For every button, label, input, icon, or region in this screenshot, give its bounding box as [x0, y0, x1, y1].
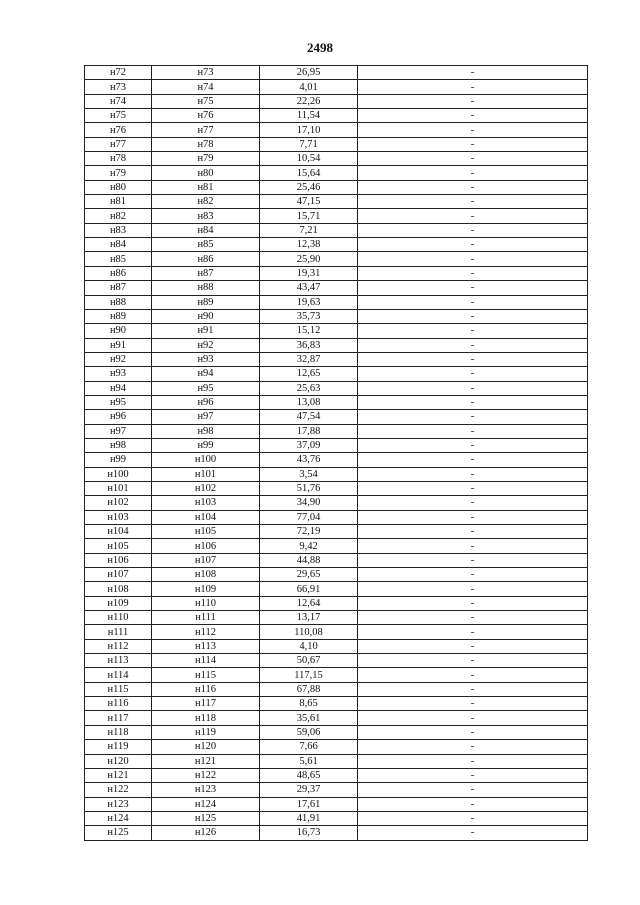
note-cell: - — [358, 510, 588, 524]
distance-cell: 12,65 — [260, 367, 358, 381]
distance-cell: 34,90 — [260, 496, 358, 510]
table-row — [85, 424, 588, 438]
note-cell: - — [358, 109, 588, 123]
from-point-cell: н93 — [85, 367, 152, 381]
table-row — [85, 467, 588, 481]
distance-cell: 37,09 — [260, 438, 358, 452]
distance-cell: 12,64 — [260, 596, 358, 610]
note-cell: - — [358, 625, 588, 639]
to-point-cell: н99 — [152, 438, 260, 452]
note-cell: - — [358, 740, 588, 754]
distance-cell: 13,08 — [260, 395, 358, 409]
from-point-cell: н122 — [85, 783, 152, 797]
note-cell: - — [358, 352, 588, 366]
note-cell: - — [358, 467, 588, 481]
from-point-cell: н89 — [85, 309, 152, 323]
table-row — [85, 438, 588, 452]
from-point-cell: н105 — [85, 539, 152, 553]
from-point-cell: н87 — [85, 281, 152, 295]
table-row — [85, 338, 588, 352]
table-row — [85, 381, 588, 395]
to-point-cell: н121 — [152, 754, 260, 768]
table-row — [85, 697, 588, 711]
note-cell: - — [358, 324, 588, 338]
from-point-cell: н125 — [85, 826, 152, 840]
to-point-cell: н123 — [152, 783, 260, 797]
table-row — [85, 94, 588, 108]
to-point-cell: н103 — [152, 496, 260, 510]
to-point-cell: н80 — [152, 166, 260, 180]
note-cell: - — [358, 238, 588, 252]
from-point-cell: н104 — [85, 525, 152, 539]
from-point-cell: н106 — [85, 553, 152, 567]
to-point-cell: н102 — [152, 481, 260, 495]
from-point-cell: н77 — [85, 137, 152, 151]
to-point-cell: н117 — [152, 697, 260, 711]
to-point-cell: н119 — [152, 725, 260, 739]
table-row — [85, 725, 588, 739]
distance-cell: 72,19 — [260, 525, 358, 539]
to-point-cell: н104 — [152, 510, 260, 524]
distance-cell: 43,47 — [260, 281, 358, 295]
to-point-cell: н112 — [152, 625, 260, 639]
distance-cell: 59,06 — [260, 725, 358, 739]
note-cell: - — [358, 395, 588, 409]
note-cell: - — [358, 94, 588, 108]
to-point-cell: н83 — [152, 209, 260, 223]
to-point-cell: н105 — [152, 525, 260, 539]
note-cell: - — [358, 611, 588, 625]
distance-cell: 29,37 — [260, 783, 358, 797]
note-cell: - — [358, 453, 588, 467]
table-row — [85, 539, 588, 553]
from-point-cell: н103 — [85, 510, 152, 524]
note-cell: - — [358, 768, 588, 782]
from-point-cell: н90 — [85, 324, 152, 338]
note-cell: - — [358, 754, 588, 768]
distance-cell: 10,54 — [260, 152, 358, 166]
from-point-cell: н117 — [85, 711, 152, 725]
to-point-cell: н97 — [152, 410, 260, 424]
from-point-cell: н115 — [85, 682, 152, 696]
note-cell: - — [358, 281, 588, 295]
from-point-cell: н95 — [85, 395, 152, 409]
note-cell: - — [358, 826, 588, 840]
note-cell: - — [358, 682, 588, 696]
distance-cell: 47,15 — [260, 195, 358, 209]
distance-cell: 51,76 — [260, 481, 358, 495]
table-row — [85, 668, 588, 682]
to-point-cell: н74 — [152, 80, 260, 94]
note-cell: - — [358, 711, 588, 725]
to-point-cell: н90 — [152, 309, 260, 323]
from-point-cell: н88 — [85, 295, 152, 309]
from-point-cell: н101 — [85, 481, 152, 495]
from-point-cell: н116 — [85, 697, 152, 711]
distance-cell: 9,42 — [260, 539, 358, 553]
to-point-cell: н94 — [152, 367, 260, 381]
note-cell: - — [358, 496, 588, 510]
to-point-cell: н78 — [152, 137, 260, 151]
from-point-cell: н112 — [85, 639, 152, 653]
note-cell: - — [358, 338, 588, 352]
table-row — [85, 568, 588, 582]
to-point-cell: н91 — [152, 324, 260, 338]
from-point-cell: н73 — [85, 80, 152, 94]
table-row — [85, 768, 588, 782]
table-row — [85, 123, 588, 137]
to-point-cell: н115 — [152, 668, 260, 682]
to-point-cell: н125 — [152, 811, 260, 825]
note-cell: - — [358, 725, 588, 739]
distance-cell: 3,54 — [260, 467, 358, 481]
note-cell: - — [358, 66, 588, 80]
table-row — [85, 481, 588, 495]
table-row — [85, 281, 588, 295]
distance-cell: 15,64 — [260, 166, 358, 180]
from-point-cell: н83 — [85, 223, 152, 237]
note-cell: - — [358, 783, 588, 797]
to-point-cell: н76 — [152, 109, 260, 123]
distance-cell: 67,88 — [260, 682, 358, 696]
table-row — [85, 596, 588, 610]
table-row — [85, 137, 588, 151]
note-cell: - — [358, 811, 588, 825]
to-point-cell: н95 — [152, 381, 260, 395]
note-cell: - — [358, 797, 588, 811]
note-cell: - — [358, 223, 588, 237]
distance-cell: 43,76 — [260, 453, 358, 467]
table-row — [85, 654, 588, 668]
note-cell: - — [358, 539, 588, 553]
table-row — [85, 266, 588, 280]
from-point-cell: н110 — [85, 611, 152, 625]
from-point-cell: н121 — [85, 768, 152, 782]
note-cell: - — [358, 381, 588, 395]
distance-cell: 25,90 — [260, 252, 358, 266]
distance-cell: 17,61 — [260, 797, 358, 811]
table-row — [85, 309, 588, 323]
to-point-cell: н106 — [152, 539, 260, 553]
from-point-cell: н78 — [85, 152, 152, 166]
to-point-cell: н114 — [152, 654, 260, 668]
from-point-cell: н74 — [85, 94, 152, 108]
from-point-cell: н86 — [85, 266, 152, 280]
table-row — [85, 826, 588, 840]
table-row — [85, 582, 588, 596]
to-point-cell: н92 — [152, 338, 260, 352]
note-cell: - — [358, 309, 588, 323]
from-point-cell: н80 — [85, 180, 152, 194]
note-cell: - — [358, 596, 588, 610]
note-cell: - — [358, 266, 588, 280]
distance-cell: 11,54 — [260, 109, 358, 123]
distance-cell: 44,88 — [260, 553, 358, 567]
from-point-cell: н100 — [85, 467, 152, 481]
to-point-cell: н77 — [152, 123, 260, 137]
distance-cell: 77,04 — [260, 510, 358, 524]
distance-cell: 16,73 — [260, 826, 358, 840]
distance-cell: 110,08 — [260, 625, 358, 639]
note-cell: - — [358, 367, 588, 381]
distance-cell: 13,17 — [260, 611, 358, 625]
table-row — [85, 66, 588, 80]
from-point-cell: н123 — [85, 797, 152, 811]
from-point-cell: н84 — [85, 238, 152, 252]
distance-cell: 7,21 — [260, 223, 358, 237]
distance-cell: 19,31 — [260, 266, 358, 280]
distance-cell: 117,15 — [260, 668, 358, 682]
table-row — [85, 223, 588, 237]
table-row — [85, 252, 588, 266]
to-point-cell: н100 — [152, 453, 260, 467]
from-point-cell: н76 — [85, 123, 152, 137]
table-row — [85, 395, 588, 409]
table-row — [85, 754, 588, 768]
to-point-cell: н82 — [152, 195, 260, 209]
to-point-cell: н118 — [152, 711, 260, 725]
to-point-cell: н98 — [152, 424, 260, 438]
to-point-cell: н89 — [152, 295, 260, 309]
from-point-cell: н75 — [85, 109, 152, 123]
note-cell: - — [358, 295, 588, 309]
from-point-cell: н98 — [85, 438, 152, 452]
table-row — [85, 611, 588, 625]
to-point-cell: н73 — [152, 66, 260, 80]
note-cell: - — [358, 568, 588, 582]
distance-cell: 15,71 — [260, 209, 358, 223]
table-row — [85, 783, 588, 797]
boundary-points-table — [84, 65, 588, 841]
table-row — [85, 166, 588, 180]
table-row — [85, 410, 588, 424]
note-cell: - — [358, 668, 588, 682]
from-point-cell: н81 — [85, 195, 152, 209]
distance-cell: 35,73 — [260, 309, 358, 323]
distance-cell: 35,61 — [260, 711, 358, 725]
from-point-cell: н102 — [85, 496, 152, 510]
table-row — [85, 352, 588, 366]
distance-cell: 4,10 — [260, 639, 358, 653]
table-row — [85, 510, 588, 524]
from-point-cell: н114 — [85, 668, 152, 682]
from-point-cell: н72 — [85, 66, 152, 80]
from-point-cell: н107 — [85, 568, 152, 582]
to-point-cell: н88 — [152, 281, 260, 295]
note-cell: - — [358, 697, 588, 711]
distance-cell: 12,38 — [260, 238, 358, 252]
distance-cell: 25,46 — [260, 180, 358, 194]
from-point-cell: н108 — [85, 582, 152, 596]
note-cell: - — [358, 166, 588, 180]
from-point-cell: н124 — [85, 811, 152, 825]
page-number: 2498 — [307, 40, 333, 55]
to-point-cell: н116 — [152, 682, 260, 696]
to-point-cell: н85 — [152, 238, 260, 252]
table-row — [85, 238, 588, 252]
table-row — [85, 711, 588, 725]
note-cell: - — [358, 424, 588, 438]
note-cell: - — [358, 209, 588, 223]
from-point-cell: н97 — [85, 424, 152, 438]
note-cell: - — [358, 481, 588, 495]
distance-cell: 4,01 — [260, 80, 358, 94]
to-point-cell: н93 — [152, 352, 260, 366]
distance-cell: 5,61 — [260, 754, 358, 768]
table-row — [85, 525, 588, 539]
distance-cell: 8,65 — [260, 697, 358, 711]
distance-cell: 17,88 — [260, 424, 358, 438]
table-row — [85, 453, 588, 467]
distance-cell: 32,87 — [260, 352, 358, 366]
from-point-cell: н119 — [85, 740, 152, 754]
from-point-cell: н82 — [85, 209, 152, 223]
to-point-cell: н87 — [152, 266, 260, 280]
from-point-cell: н94 — [85, 381, 152, 395]
from-point-cell: н99 — [85, 453, 152, 467]
note-cell: - — [358, 654, 588, 668]
from-point-cell: н111 — [85, 625, 152, 639]
to-point-cell: н107 — [152, 553, 260, 567]
distance-cell: 22,26 — [260, 94, 358, 108]
table-row — [85, 496, 588, 510]
distance-cell: 25,63 — [260, 381, 358, 395]
table-row — [85, 625, 588, 639]
distance-cell: 15,12 — [260, 324, 358, 338]
note-cell: - — [358, 137, 588, 151]
distance-cell: 19,63 — [260, 295, 358, 309]
table-row — [85, 682, 588, 696]
from-point-cell: н120 — [85, 754, 152, 768]
table-row — [85, 367, 588, 381]
from-point-cell: н85 — [85, 252, 152, 266]
table-body — [85, 66, 588, 841]
note-cell: - — [358, 525, 588, 539]
distance-cell: 50,67 — [260, 654, 358, 668]
table-row — [85, 811, 588, 825]
to-point-cell: н79 — [152, 152, 260, 166]
table-row — [85, 209, 588, 223]
to-point-cell: н96 — [152, 395, 260, 409]
note-cell: - — [358, 639, 588, 653]
distance-cell: 66,91 — [260, 582, 358, 596]
note-cell: - — [358, 410, 588, 424]
note-cell: - — [358, 180, 588, 194]
from-point-cell: н91 — [85, 338, 152, 352]
note-cell: - — [358, 438, 588, 452]
distance-cell: 7,71 — [260, 137, 358, 151]
distance-cell: 17,10 — [260, 123, 358, 137]
to-point-cell: н75 — [152, 94, 260, 108]
table-row — [85, 797, 588, 811]
to-point-cell: н84 — [152, 223, 260, 237]
note-cell: - — [358, 152, 588, 166]
note-cell: - — [358, 123, 588, 137]
from-point-cell: н113 — [85, 654, 152, 668]
to-point-cell: н81 — [152, 180, 260, 194]
distance-cell: 47,54 — [260, 410, 358, 424]
to-point-cell: н124 — [152, 797, 260, 811]
note-cell: - — [358, 553, 588, 567]
to-point-cell: н110 — [152, 596, 260, 610]
note-cell: - — [358, 582, 588, 596]
table-row — [85, 195, 588, 209]
distance-cell: 7,66 — [260, 740, 358, 754]
from-point-cell: н92 — [85, 352, 152, 366]
table-row — [85, 152, 588, 166]
table-row — [85, 553, 588, 567]
to-point-cell: н120 — [152, 740, 260, 754]
from-point-cell: н118 — [85, 725, 152, 739]
distance-cell: 26,95 — [260, 66, 358, 80]
to-point-cell: н108 — [152, 568, 260, 582]
to-point-cell: н86 — [152, 252, 260, 266]
distance-cell: 36,83 — [260, 338, 358, 352]
from-point-cell: н96 — [85, 410, 152, 424]
table-row — [85, 80, 588, 94]
distance-cell: 41,91 — [260, 811, 358, 825]
to-point-cell: н122 — [152, 768, 260, 782]
note-cell: - — [358, 252, 588, 266]
table-row — [85, 639, 588, 653]
to-point-cell: н109 — [152, 582, 260, 596]
table-row — [85, 109, 588, 123]
to-point-cell: н126 — [152, 826, 260, 840]
table-row — [85, 180, 588, 194]
to-point-cell: н101 — [152, 467, 260, 481]
distance-cell: 48,65 — [260, 768, 358, 782]
distance-cell: 29,65 — [260, 568, 358, 582]
to-point-cell: н113 — [152, 639, 260, 653]
table-row — [85, 324, 588, 338]
table-row — [85, 740, 588, 754]
to-point-cell: н111 — [152, 611, 260, 625]
note-cell: - — [358, 80, 588, 94]
note-cell: - — [358, 195, 588, 209]
table-row — [85, 295, 588, 309]
from-point-cell: н109 — [85, 596, 152, 610]
from-point-cell: н79 — [85, 166, 152, 180]
